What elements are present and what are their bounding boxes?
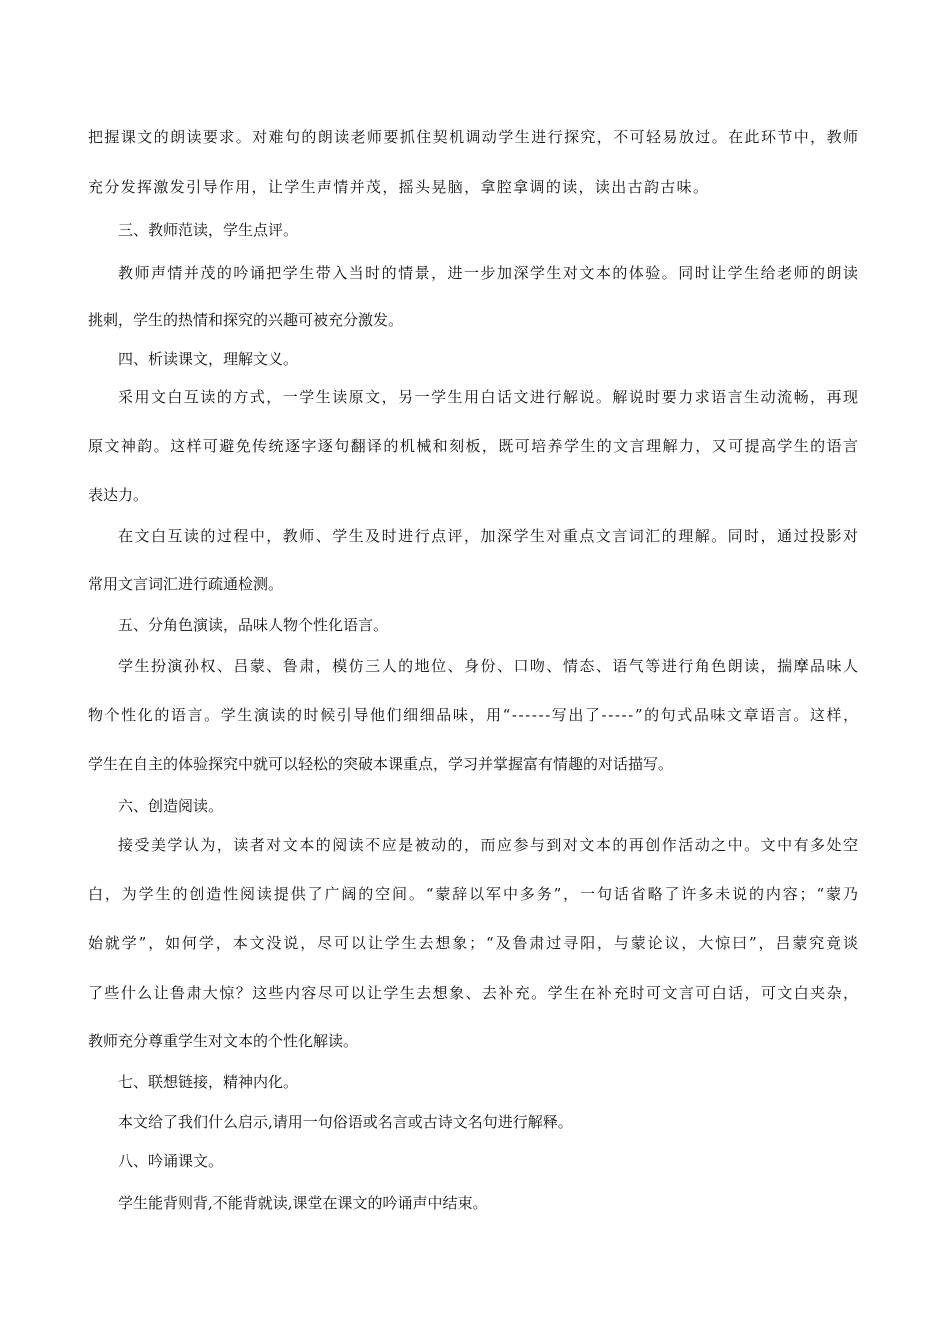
- text-line: 白，为学生的创造性阅读提供了广阔的空间。“蒙辞以军中多务”，一句话省略了许多未说的内容；“蒙乃: [88, 885, 860, 903]
- text-line: 在文白互读的过程中，教师、学生及时进行点评，加深学生对重点文言词汇的理解。同时，通过投影对: [118, 527, 860, 545]
- text-line: 物个性化的语言。学生演读的时候引导他们细细品味，用“------写出了-----”的句式品味文章语言。这样，: [88, 706, 860, 724]
- text-line: 采用文白互读的方式，一学生读原文，另一学生用白话文进行解说。解说时要力求语言生动流畅，再现: [118, 388, 860, 406]
- section-heading: 六、创造阅读。: [118, 797, 224, 815]
- text-line: 接受美学认为，读者对文本的阅读不应是被动的，而应参与到对文本的再创作活动之中。文中有多处空: [118, 836, 860, 854]
- text-line: 把握课文的朗读要求。对难句的朗读老师要抓住契机调动学生进行探究，不可轻易放过。在此环节中，教师: [88, 128, 860, 146]
- text-line: 学生在自主的体验探究中就可以轻松的突破本课重点，学习并掌握富有情趣的对话描写。: [88, 755, 674, 773]
- text-line: 充分发挥激发引导作用，让学生声情并茂，摇头晃脑，拿腔拿调的读，读出古韵古味。: [88, 178, 710, 196]
- section-heading: 三、教师范读，学生点评。: [118, 221, 299, 239]
- text-line: 学生能背则背,不能背就读,课堂在课文的吟诵声中结束。: [118, 1194, 488, 1212]
- text-line: 教师声情并茂的吟诵把学生带入当时的情景，进一步加深学生对文本的体验。同时让学生给老师的朗读: [118, 264, 860, 282]
- text-line: 表达力。: [88, 486, 149, 504]
- text-line: 本文给了我们什么启示,请用一句俗语或名言或古诗文名句进行解释。: [118, 1113, 573, 1131]
- section-heading: 七、联想链接，精神内化。: [118, 1073, 299, 1091]
- section-heading: 四、析读课文，理解文义。: [118, 350, 299, 368]
- text-line: 始就学”，如何学，本文没说，尽可以让学生去想象；“及鲁肃过寻阳，与蒙论议，大惊曰”，吕蒙究竟谈: [88, 934, 860, 952]
- text-line: 学生扮演孙权、吕蒙、鲁肃，模仿三人的地位、身份、口吻、情态、语气等进行角色朗读，揣摩品味人: [118, 657, 860, 675]
- section-heading: 八、吟诵课文。: [118, 1152, 224, 1170]
- text-line: 了些什么让鲁肃大惊？这些内容尽可以让学生去想象、去补充。学生在补充时可文言可白话，可文白夹杂，: [88, 984, 860, 1002]
- section-heading: 五、分角色演读，品味人物个性化语言。: [118, 616, 389, 634]
- text-line: 挑刺，学生的热情和探究的兴趣可被充分激发。: [88, 311, 404, 329]
- text-line: 常用文言词汇进行疏通检测。: [88, 575, 284, 593]
- text-line: 原文神韵。这样可避免传统逐字逐句翻译的机械和刻板，既可培养学生的文言理解力，又可提高学生的语言: [88, 437, 860, 455]
- text-line: 教师充分尊重学生对文本的个性化解读。: [88, 1032, 359, 1050]
